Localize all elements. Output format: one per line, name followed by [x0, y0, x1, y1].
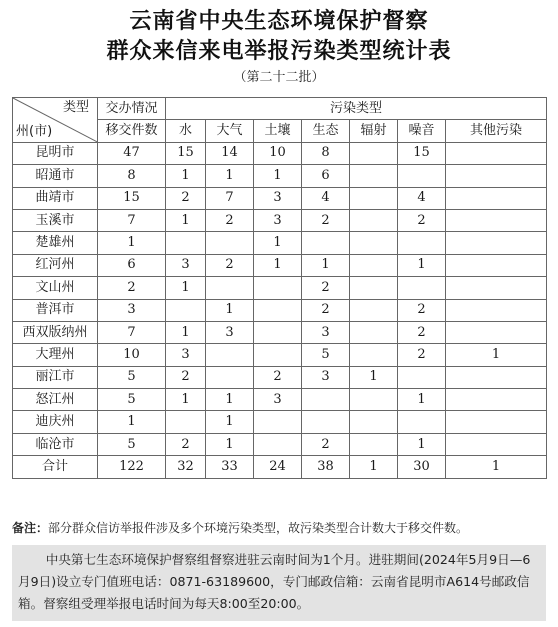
cell-eco: 8	[302, 142, 350, 164]
table-row	[13, 299, 547, 321]
cell-eco: 2	[302, 299, 350, 321]
cell-eco: 2	[302, 277, 350, 299]
cell-other	[446, 321, 547, 343]
cell-air: 33	[206, 456, 254, 478]
cell-soil	[254, 277, 302, 299]
header-col-water: 水	[166, 120, 206, 142]
cell-other	[446, 299, 547, 321]
cell-radiation	[350, 254, 398, 276]
cell-radiation	[350, 142, 398, 164]
cell-count: 6	[98, 254, 166, 276]
cell-soil	[254, 299, 302, 321]
footnote-text: 部分群众信访举报件涉及多个环境污染类型，故污染类型合计数大于移交件数。	[48, 521, 469, 535]
cell-soil: 3	[254, 209, 302, 231]
cell-other	[446, 232, 547, 254]
table-row	[13, 277, 547, 299]
cell-water: 3	[166, 254, 206, 276]
header-col-soil: 土壤	[254, 120, 302, 142]
cell-other: 1	[446, 344, 547, 366]
cell-eco	[302, 389, 350, 411]
cell-water	[166, 232, 206, 254]
cell-prefecture: 普洱市	[13, 299, 98, 321]
batch-subtitle: （第二十二批）	[233, 70, 325, 85]
cell-air: 1	[206, 433, 254, 455]
cell-eco: 5	[302, 344, 350, 366]
cell-eco: 1	[302, 254, 350, 276]
cell-water: 3	[166, 344, 206, 366]
cell-water	[166, 299, 206, 321]
cell-radiation	[350, 165, 398, 187]
cell-noise: 2	[398, 299, 446, 321]
cell-other	[446, 433, 547, 455]
table-row	[13, 411, 547, 433]
cell-soil: 2	[254, 366, 302, 388]
cell-prefecture: 昆明市	[13, 142, 98, 164]
cell-count: 47	[98, 142, 166, 164]
cell-noise: 4	[398, 187, 446, 209]
cell-radiation	[350, 389, 398, 411]
cell-soil: 24	[254, 456, 302, 478]
cell-air: 1	[206, 389, 254, 411]
cell-noise: 1	[398, 433, 446, 455]
cell-count: 8	[98, 165, 166, 187]
cell-eco	[302, 232, 350, 254]
cell-water: 2	[166, 366, 206, 388]
contact-info-box	[12, 545, 546, 621]
cell-other	[446, 366, 547, 388]
table-row	[13, 165, 547, 187]
cell-water	[166, 411, 206, 433]
cell-water: 15	[166, 142, 206, 164]
cell-prefecture: 西双版纳州	[13, 321, 98, 343]
cell-eco: 3	[302, 366, 350, 388]
cell-water: 32	[166, 456, 206, 478]
cell-air: 2	[206, 254, 254, 276]
cell-air: 2	[206, 209, 254, 231]
cell-air	[206, 344, 254, 366]
cell-soil: 10	[254, 142, 302, 164]
cell-prefecture: 曲靖市	[13, 187, 98, 209]
table-row	[13, 209, 547, 231]
cell-air: 1	[206, 165, 254, 187]
cell-radiation	[350, 277, 398, 299]
cell-water: 2	[166, 187, 206, 209]
pollution-stats-table	[12, 97, 547, 479]
cell-radiation	[350, 232, 398, 254]
cell-eco: 38	[302, 456, 350, 478]
header-col-count: 移交件数	[98, 120, 166, 142]
header-col-radiation: 辐射	[350, 120, 398, 142]
title-line-1: 云南省中央生态环境保护督察	[129, 9, 429, 34]
cell-air: 14	[206, 142, 254, 164]
cell-eco	[302, 411, 350, 433]
cell-air	[206, 232, 254, 254]
cell-other: 1	[446, 456, 547, 478]
cell-count: 5	[98, 389, 166, 411]
header-col-eco: 生态	[302, 120, 350, 142]
table-row	[13, 254, 547, 276]
footnote	[12, 519, 552, 536]
cell-prefecture: 怒江州	[13, 389, 98, 411]
cell-water: 1	[166, 389, 206, 411]
corner-label-type: 类型	[62, 100, 89, 115]
header-col-noise: 噪音	[398, 120, 446, 142]
cell-prefecture: 玉溪市	[13, 209, 98, 231]
cell-other	[446, 142, 547, 164]
cell-soil	[254, 321, 302, 343]
corner-label-prefecture: 州(市)	[16, 123, 53, 139]
cell-prefecture: 大理州	[13, 344, 98, 366]
cell-radiation	[350, 433, 398, 455]
header-corner-cell	[13, 98, 98, 143]
cell-count: 7	[98, 321, 166, 343]
cell-count: 122	[98, 456, 166, 478]
table-row	[13, 142, 547, 164]
cell-count: 5	[98, 366, 166, 388]
cell-count: 5	[98, 433, 166, 455]
table-row	[13, 433, 547, 455]
cell-count: 3	[98, 299, 166, 321]
cell-air: 1	[206, 411, 254, 433]
cell-noise: 15	[398, 142, 446, 164]
cell-soil: 3	[254, 187, 302, 209]
cell-prefecture: 楚雄州	[13, 232, 98, 254]
cell-count: 10	[98, 344, 166, 366]
header-col-air: 大气	[206, 120, 254, 142]
cell-radiation	[350, 209, 398, 231]
table-row	[13, 187, 547, 209]
cell-radiation	[350, 321, 398, 343]
cell-noise	[398, 366, 446, 388]
cell-other	[446, 389, 547, 411]
header-col-other: 其他污染	[446, 120, 547, 142]
cell-prefecture: 红河州	[13, 254, 98, 276]
cell-soil: 1	[254, 232, 302, 254]
cell-eco: 2	[302, 209, 350, 231]
table-row	[13, 232, 547, 254]
title-line-2: 群众来信来电举报污染类型统计表	[106, 39, 452, 64]
cell-radiation	[350, 187, 398, 209]
cell-prefecture: 丽江市	[13, 366, 98, 388]
cell-radiation	[350, 299, 398, 321]
cell-noise	[398, 232, 446, 254]
cell-air: 1	[206, 299, 254, 321]
cell-noise: 1	[398, 254, 446, 276]
cell-radiation	[350, 344, 398, 366]
cell-radiation	[350, 411, 398, 433]
cell-radiation: 1	[350, 366, 398, 388]
table-total-row	[13, 456, 547, 478]
cell-water: 1	[166, 165, 206, 187]
cell-soil	[254, 433, 302, 455]
cell-eco: 3	[302, 321, 350, 343]
cell-noise: 30	[398, 456, 446, 478]
table-row	[13, 344, 547, 366]
header-group-handling: 交办情况	[98, 98, 166, 120]
table-row	[13, 321, 547, 343]
cell-soil	[254, 411, 302, 433]
cell-noise: 2	[398, 209, 446, 231]
cell-noise	[398, 277, 446, 299]
contact-info-text: 中央第七生态环境保护督察组督察进驻云南时间为1个月。进驻期间(2024年5月9日—6月9日)设立专门值班电话：0871-63189600，专门邮政信箱：云南省昆明市A614号邮政信箱。督察组受理举报电话时间为每天8:00至20:00。	[18, 552, 531, 611]
cell-water: 1	[166, 277, 206, 299]
cell-air: 7	[206, 187, 254, 209]
cell-soil: 3	[254, 389, 302, 411]
cell-air	[206, 277, 254, 299]
cell-water: 1	[166, 321, 206, 343]
cell-prefecture: 临沧市	[13, 433, 98, 455]
cell-water: 2	[166, 433, 206, 455]
table-row	[13, 389, 547, 411]
cell-count: 2	[98, 277, 166, 299]
cell-count: 7	[98, 209, 166, 231]
cell-other	[446, 209, 547, 231]
cell-count: 1	[98, 411, 166, 433]
cell-other	[446, 277, 547, 299]
cell-radiation: 1	[350, 456, 398, 478]
cell-noise: 2	[398, 344, 446, 366]
cell-prefecture: 文山州	[13, 277, 98, 299]
footnote-label: 备注：	[12, 521, 49, 535]
cell-air: 3	[206, 321, 254, 343]
cell-prefecture: 迪庆州	[13, 411, 98, 433]
table-body	[13, 142, 547, 478]
cell-prefecture: 昭通市	[13, 165, 98, 187]
cell-other	[446, 411, 547, 433]
cell-other	[446, 187, 547, 209]
cell-prefecture: 合计	[13, 456, 98, 478]
cell-noise	[398, 165, 446, 187]
cell-soil: 1	[254, 165, 302, 187]
cell-noise	[398, 411, 446, 433]
cell-eco: 6	[302, 165, 350, 187]
cell-soil: 1	[254, 254, 302, 276]
cell-count: 15	[98, 187, 166, 209]
cell-other	[446, 165, 547, 187]
header-group-pollution: 污染类型	[166, 98, 547, 120]
cell-noise: 2	[398, 321, 446, 343]
cell-soil	[254, 344, 302, 366]
cell-eco: 2	[302, 433, 350, 455]
cell-eco: 4	[302, 187, 350, 209]
cell-air	[206, 366, 254, 388]
cell-other	[446, 254, 547, 276]
cell-noise: 1	[398, 389, 446, 411]
cell-count: 1	[98, 232, 166, 254]
cell-water: 1	[166, 209, 206, 231]
table-row	[13, 366, 547, 388]
